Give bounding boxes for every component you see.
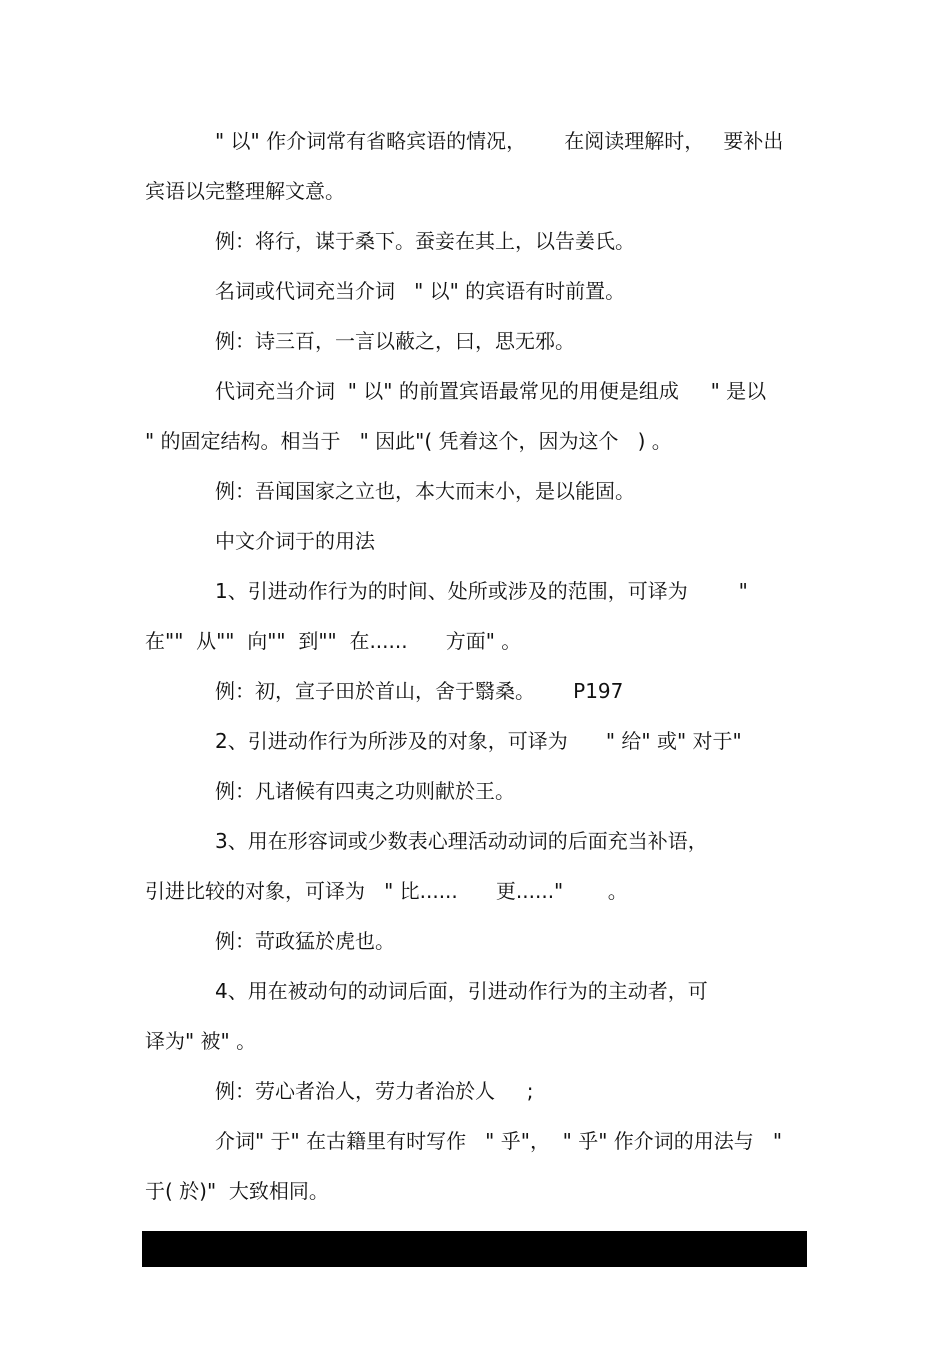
paragraph-line: 于( 於)" 大致相同。 <box>145 1179 329 1203</box>
example-line: 例：初，宣子田於首山，舍于翳桑。 P197 <box>215 679 624 703</box>
list-item-line: 译为" 被" 。 <box>145 1029 257 1053</box>
example-line: 例：将行，谋于桑下。蚕妾在其上，以告姜氏。 <box>215 229 635 253</box>
example-line: 例：苛政猛於虎也。 <box>215 929 395 953</box>
paragraph-line: " 的固定结构。相当于 " 因此"( 凭着这个，因为这个 ) 。 <box>145 429 672 453</box>
list-item-line: 1、引进动作行为的时间、处所或涉及的范围，可译为 " <box>215 579 748 603</box>
list-item-line: 3、用在形容词或少数表心理活动动词的后面充当补语， <box>215 829 708 853</box>
section-heading: 中文介词于的用法 <box>215 529 375 553</box>
black-redaction-bar <box>142 1231 807 1267</box>
example-line: 例：凡诸候有四夷之功则献於王。 <box>215 779 515 803</box>
list-item-line: 2、引进动作行为所涉及的对象，可译为 " 给" 或" 对于" <box>215 729 742 753</box>
paragraph-line: 代词充当介词 " 以" 的前置宾语最常见的用便是组成 " 是以 <box>215 379 767 403</box>
paragraph-line: " 以" 作介词常有省略宾语的情况， 在阅读理解时， 要补出 <box>215 129 784 153</box>
paragraph-line: 宾语以完整理解文意。 <box>145 179 345 203</box>
example-line: 例：劳心者治人，劳力者治於人 ; <box>215 1079 534 1103</box>
list-item-line: 4、用在被动句的动词后面，引进动作行为的主动者，可 <box>215 979 708 1003</box>
paragraph-line: 名词或代词充当介词 " 以" 的宾语有时前置。 <box>215 279 626 303</box>
list-item-line: 在"" 从"" 向"" 到"" 在...... 方面" 。 <box>145 629 522 653</box>
paragraph-line: 介词" 于" 在古籍里有时写作 " 乎"， " 乎" 作介词的用法与 " <box>215 1129 783 1153</box>
example-line: 例：吾闻国家之立也，本大而末小，是以能固。 <box>215 479 635 503</box>
example-line: 例：诗三百，一言以蔽之，曰，思无邪。 <box>215 329 575 353</box>
list-item-line: 引进比较的对象，可译为 " 比...... 更......" 。 <box>145 879 628 903</box>
